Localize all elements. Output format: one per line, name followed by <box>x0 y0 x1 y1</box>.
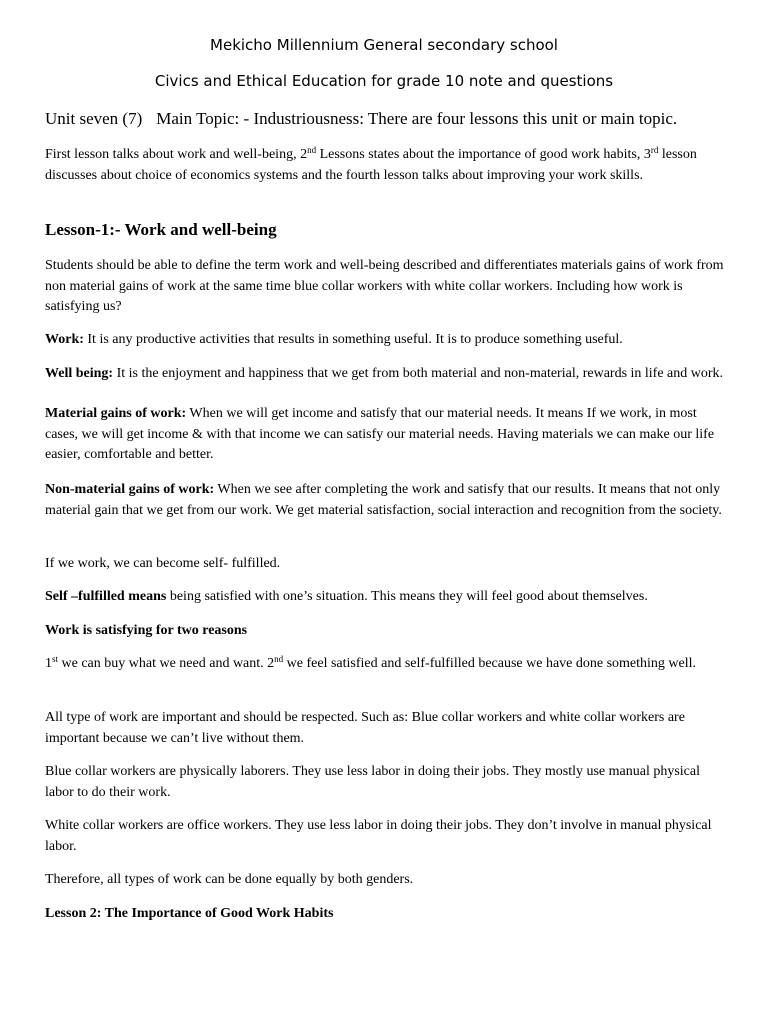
nonmaterial-gains-definition <box>45 480 725 521</box>
intro-text-2: Lessons states about the importance of good work habits, 3 <box>316 147 651 162</box>
main-topic: Main Topic: - Industriousness: There are four lessons this unit or main topic. <box>156 109 678 128</box>
lesson-2-heading: Lesson 2: The Importance of Good Work Habits <box>45 906 334 921</box>
work-def: It is any productive activities that results in something useful. It is to produce something useful. <box>83 332 623 347</box>
wellbeing-def: It is the enjoyment and happiness that we get from both material and non-material, rewards in life and work. <box>113 366 724 381</box>
self-term: Self –fulfilled means <box>45 589 167 604</box>
reasons-mid: we can buy what we need and want. 2 <box>58 656 275 671</box>
work-term: Work: <box>45 332 84 347</box>
white-collar-paragraph: White collar workers are office workers. They use less labor in doing their jobs. They don’t involve in manual physical labor. <box>45 818 712 854</box>
intro-paragraph <box>45 145 725 186</box>
unit-line <box>45 109 745 129</box>
all-types-paragraph: All type of work are important and should be respected. Such as: Blue collar workers and white collar workers are important because we can’t live without them. <box>45 710 685 746</box>
therefore-paragraph: Therefore, all types of work can be done equally by both genders. <box>45 872 414 887</box>
intro-sup-1: nd <box>307 145 317 155</box>
intro-sup-2: rd <box>650 145 659 155</box>
unit-label: Unit seven (7) <box>45 109 143 128</box>
intro-text-3: lesson discusses about choice of economics systems and the fourth lesson talks about improving your work skills. <box>45 147 697 183</box>
reasons-num-1: 1 <box>45 656 52 671</box>
work-definition <box>45 330 725 351</box>
material-def: When we will get income and satisfy that our material needs. It means If we work, in most cases, we will get income & with that income we can satisfy our material needs. Having materials we can make our life easier, comfortable and better. <box>45 406 715 462</box>
lesson-1-objectives: Students should be able to define the term work and well-being described and differentiates materials gains of work from non material gains of work at the same time blue collar workers with white collar workers. Including how work is satisfying us? <box>45 258 724 314</box>
material-gains-definition <box>45 404 725 466</box>
document-subject: Civics and Ethical Education for grade 10 note and questions <box>154 72 614 90</box>
blue-collar-paragraph: Blue collar workers are physically laborers. They use less labor in doing their jobs. They mostly use manual physical labor to do their work. <box>45 764 700 800</box>
school-name: Mekicho Millennium General secondary school <box>210 36 558 54</box>
reasons-heading: Work is satisfying for two reasons <box>45 623 248 638</box>
lesson-1-heading: Lesson-1:- Work and well-being <box>45 220 277 239</box>
wellbeing-term: Well being: <box>45 366 114 381</box>
reasons-paragraph <box>45 654 725 675</box>
wellbeing-definition <box>45 364 725 385</box>
self-fulfilled-line: If we work, we can become self- fulfilled. <box>45 556 281 571</box>
self-def: being satisfied with one’s situation. This means they will feel good about themselves. <box>166 589 648 604</box>
reasons-end: we feel satisfied and self-fulfilled because we have done something well. <box>283 656 697 671</box>
material-term: Material gains of work: <box>45 406 187 421</box>
self-fulfilled-definition <box>45 587 725 608</box>
reasons-sup-1: st <box>52 654 59 664</box>
nonmaterial-term: Non-material gains of work: <box>45 482 215 497</box>
reasons-sup-2: nd <box>274 654 284 664</box>
nonmaterial-def: When we see after completing the work and satisfy that our results. It means that not only material gain that we get from our work. We get material satisfaction, social interaction and recognition from the society. <box>45 482 722 518</box>
intro-text-1: First lesson talks about work and well-being, 2 <box>45 147 308 162</box>
